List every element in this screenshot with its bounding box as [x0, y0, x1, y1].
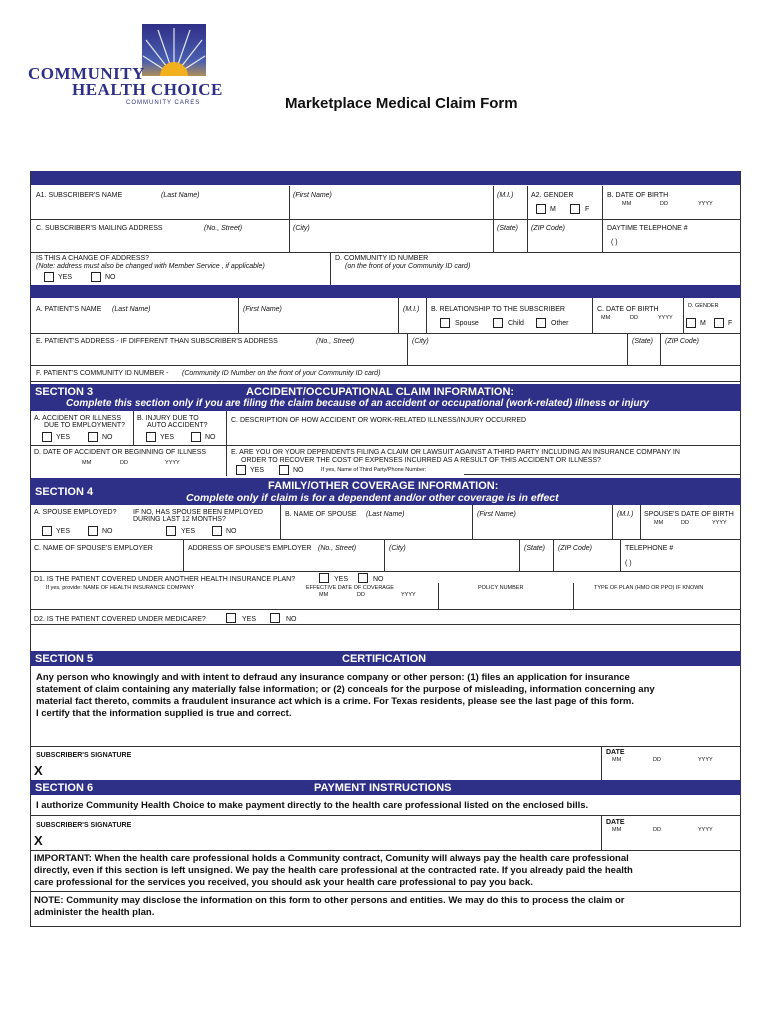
spouse-dob-yyyy: YYYY — [712, 520, 727, 526]
patient-dob-dd: DD — [630, 315, 638, 321]
patient-dob-mm: MM — [601, 315, 611, 321]
other-insurance-no-label: NO — [373, 576, 384, 583]
top-header-bar — [30, 171, 741, 185]
logo-sun-icon — [138, 24, 210, 86]
subscriber-city-label: (City) — [293, 225, 310, 232]
employment-no-label: NO — [102, 434, 113, 441]
form-title: Marketplace Medical Claim Form — [285, 95, 518, 112]
section4-subtitle: Complete only if claim is for a dependent and/or other coverage is in effect — [186, 492, 559, 504]
community-id-note: (on the front of your Community ID card) — [345, 263, 471, 270]
auto-yes-label: YES — [160, 434, 175, 441]
subscriber-male-label: M — [550, 206, 556, 213]
section4-label: SECTION 4 — [35, 486, 94, 498]
section5-date-mm: MM — [612, 757, 622, 763]
logo-tagline: COMMUNITY CARES — [126, 100, 201, 106]
change-address-yes-checkbox[interactable] — [44, 272, 54, 282]
patient-id-note: (Community ID Number on the front of your Community ID card) — [182, 370, 381, 377]
section6-date-dd: DD — [653, 827, 661, 833]
section5-label: SECTION 5 — [35, 653, 94, 665]
auto-no-checkbox[interactable] — [191, 432, 201, 442]
patient-first-name-label: (First Name) — [243, 306, 282, 313]
employment-yes-checkbox[interactable] — [42, 432, 52, 442]
spouse-employer-phone-label: TELEPHONE # — [625, 545, 674, 552]
effective-date-label: EFFECTIVE DATE OF COVERAGE — [306, 585, 394, 591]
spouse-dob-mm: MM — [654, 520, 664, 526]
accident-date-dd: DD — [120, 460, 128, 466]
spouse-past-employment-label-2: DURING LAST 12 MONTHS? — [133, 516, 226, 523]
subscriber-gender-male-checkbox[interactable] — [536, 204, 546, 214]
accident-date-mm: MM — [82, 460, 92, 466]
logo-line1: COMMUNITY — [28, 64, 145, 83]
section6-date-label: DATE — [606, 819, 625, 826]
spouse-employer-street-label: (No., Street) — [318, 545, 357, 552]
relationship-other-label: Other — [551, 320, 569, 327]
patient-name-label: A. PATIENT'S NAME — [36, 306, 102, 313]
relationship-spouse-checkbox[interactable] — [440, 318, 450, 328]
spouse-employed-yes-checkbox[interactable] — [42, 526, 52, 536]
patient-address-label: E. PATIENT'S ADDRESS - IF DIFFERENT THAN SUBSCRIBER'S ADDRESS — [36, 338, 278, 345]
effective-date-mm: MM — [319, 592, 329, 598]
patient-gender-label: D. GENDER — [688, 303, 719, 309]
auto-accident-label-2: AUTO ACCIDENT? — [147, 422, 208, 429]
auto-no-label: NO — [205, 434, 216, 441]
change-address-question: IS THIS A CHANGE OF ADDRESS? — [36, 255, 150, 262]
employment-yes-label: YES — [56, 434, 71, 441]
subscriber-last-name-label: (Last Name) — [161, 192, 200, 199]
spouse-employed-no-checkbox[interactable] — [88, 526, 98, 536]
third-party-no-checkbox[interactable] — [279, 465, 289, 475]
relationship-child-label: Child — [508, 320, 524, 327]
effective-date-yyyy: YYYY — [401, 592, 416, 598]
section5-signature-label: SUBSCRIBER'S SIGNATURE — [36, 752, 132, 759]
spouse-last-name-label: (Last Name) — [366, 511, 405, 518]
spouse-employer-label: C. NAME OF SPOUSE'S EMPLOYER — [34, 545, 153, 552]
subscriber-dob-yyyy: YYYY — [698, 201, 713, 207]
patient-last-name-label: (Last Name) — [112, 306, 151, 313]
section6-signature-x: X — [34, 833, 43, 848]
third-party-claim-label-2: ORDER TO RECOVER THE COST OF EXPENSES INCURRED AS A RESULT OF THIS ACCIDENT OR ILLNESS? — [241, 457, 601, 464]
section5-date-dd: DD — [653, 757, 661, 763]
spouse-employer-address-label: ADDRESS OF SPOUSE'S EMPLOYER — [188, 545, 312, 552]
relationship-child-checkbox[interactable] — [493, 318, 503, 328]
patient-city-label: (City) — [412, 338, 429, 345]
third-party-no-label: NO — [293, 467, 304, 474]
subscriber-name-label: A1. SUBSCRIBER'S NAME — [36, 192, 123, 199]
spouse-dob-label: SPOUSE'S DATE OF BIRTH — [644, 511, 734, 518]
community-id-label: D. COMMUNITY ID NUMBER — [335, 255, 429, 262]
spouse-employer-phone-parens: ( ) — [625, 560, 632, 567]
other-insurance-yes-checkbox[interactable] — [319, 573, 329, 583]
accident-employment-label-1: A. ACCIDENT OR ILLNESS — [34, 415, 122, 422]
spouse-employed-yes-label: YES — [56, 528, 71, 535]
disclosure-note-line1: NOTE: Community may disclose the information on this form to other persons and entities. We may do this to process the claim or — [34, 895, 625, 906]
section3-subtitle: Complete this section only if you are filing the claim because of an accident or occupational (work-related) illness or injury — [66, 398, 649, 409]
subscriber-female-label: F — [585, 206, 590, 213]
important-note-line2: directly, even if this section is left unsigned. We pay the health care professional at the contracted rate. If you already paid the health — [34, 865, 633, 876]
patient-mi-label: (M.I.) — [403, 306, 420, 313]
spouse-past-yes-checkbox[interactable] — [166, 526, 176, 536]
relationship-spouse-label: Spouse — [455, 320, 479, 327]
fraud-statement-line1: Any person who knowingly and with intent to defraud any insurance company or other person: (1) files an application for insurance — [36, 672, 630, 683]
change-address-yes-label: YES — [58, 274, 73, 281]
patient-dob-yyyy: YYYY — [658, 315, 673, 321]
change-address-note: (Note: address must also be changed with Member Service , if applicable) — [36, 263, 265, 270]
disclosure-note-line2: administer the health plan. — [34, 907, 155, 918]
important-note-line1: IMPORTANT: When the health care professional holds a Community contract, Comunity will always pay the health care professional — [34, 853, 629, 864]
spouse-name-label: B. NAME OF SPOUSE — [285, 511, 357, 518]
medicare-yes-checkbox[interactable] — [226, 613, 236, 623]
policy-number-label: POLICY NUMBER — [478, 585, 524, 591]
relationship-other-checkbox[interactable] — [536, 318, 546, 328]
medicare-no-checkbox[interactable] — [270, 613, 280, 623]
subscriber-phone-parens: ( ) — [611, 239, 618, 246]
patient-street-label: (No., Street) — [316, 338, 355, 345]
fraud-statement-line3: material fact thereto, commits a fraudulent insurance act which is a crime. For Texas residents, please see the last page of this form. — [36, 696, 634, 707]
third-party-name-label: If yes, Name of Third Party/Phone Number: — [321, 467, 427, 473]
medicare-question: D2. IS THE PATIENT COVERED UNDER MEDICARE? — [34, 616, 206, 623]
section5-signature-x: X — [34, 763, 43, 778]
logo — [28, 24, 228, 114]
patient-zip-label: (ZIP Code) — [665, 338, 699, 345]
auto-yes-checkbox[interactable] — [146, 432, 156, 442]
medicare-yes-label: YES — [242, 616, 257, 623]
subscriber-gender-female-checkbox[interactable] — [570, 204, 580, 214]
logo-line2: HEALTH CHOICE — [72, 80, 223, 99]
change-address-no-label: NO — [105, 274, 116, 281]
section5-title: CERTIFICATION — [342, 653, 427, 665]
patient-relationship-label: B. RELATIONSHIP TO THE SUBSCRIBER — [431, 306, 565, 313]
spouse-employed-no-label: NO — [102, 528, 113, 535]
spouse-employed-label: A. SPOUSE EMPLOYED? — [34, 509, 117, 516]
certify-statement: I certify that the information supplied is true and correct. — [36, 708, 292, 719]
subscriber-mi-label: (M.I.) — [497, 192, 514, 199]
change-address-no-checkbox[interactable] — [91, 272, 101, 282]
auto-accident-label-1: B. INJURY DUE TO — [137, 415, 199, 422]
spouse-mi-label: (M.I.) — [617, 511, 634, 518]
subscriber-gender-label: A2. GENDER — [531, 192, 574, 199]
important-note-line3: care professional for the services you received, you should ask your health care professional to pay you back. — [34, 877, 533, 888]
other-insurance-yes-label: YES — [334, 576, 349, 583]
section5-date-label: DATE — [606, 749, 625, 756]
employment-no-checkbox[interactable] — [88, 432, 98, 442]
section3-label: SECTION 3 — [35, 386, 94, 398]
section6-signature-label: SUBSCRIBER'S SIGNATURE — [36, 822, 132, 829]
section6-date-yyyy: YYYY — [698, 827, 713, 833]
section4-title: FAMILY/OTHER COVERAGE INFORMATION: — [268, 480, 499, 492]
accident-description-label: C. DESCRIPTION OF HOW ACCIDENT OR WORK-RELATED ILLNESS/INJURY OCCURRED — [231, 417, 527, 424]
subscriber-address-label: C. SUBSCRIBER'S MAILING ADDRESS — [36, 225, 163, 232]
subscriber-state-label: (State) — [497, 225, 519, 232]
subscriber-dob-label: B. DATE OF BIRTH — [607, 192, 669, 199]
accident-employment-label-2: DUE TO EMPLOYMENT? — [44, 422, 126, 429]
patient-id-label: F. PATIENT'S COMMUNITY ID NUMBER - — [36, 370, 169, 377]
other-insurance-question: D1. IS THE PATIENT COVERED UNDER ANOTHER HEALTH INSURANCE PLAN? — [34, 576, 296, 583]
plan-type-label: TYPE OF PLAN (HMO OR PPO) IF KNOWN — [594, 585, 704, 591]
patient-dob-label: C. DATE OF BIRTH — [597, 306, 659, 313]
subscriber-first-name-label: (First Name) — [293, 192, 332, 199]
effective-date-dd: DD — [357, 592, 365, 598]
other-insurance-no-checkbox[interactable] — [358, 573, 368, 583]
subscriber-dob-dd: DD — [660, 201, 668, 207]
section5-date-yyyy: YYYY — [698, 757, 713, 763]
third-party-yes-checkbox[interactable] — [236, 465, 246, 475]
spouse-employer-city-label: (City) — [389, 545, 406, 552]
patient-male-label: M — [700, 320, 706, 327]
section3-title: ACCIDENT/OCCUPATIONAL CLAIM INFORMATION: — [246, 386, 515, 398]
spouse-past-employment-label-1: IF NO, HAS SPOUSE BEEN EMPLOYED — [133, 509, 263, 516]
subscriber-zip-label: (ZIP Code) — [531, 225, 565, 232]
accident-date-label: D. DATE OF ACCIDENT OR BEGINNING OF ILLNESS — [34, 449, 207, 456]
section6-title: PAYMENT INSTRUCTIONS — [314, 782, 452, 794]
payment-authorization: I authorize Community Health Choice to make payment directly to the health care professional listed on the enclosed bills. — [36, 800, 589, 811]
fraud-statement-line2: statement of claim containing any materially false information; or (2) conceals for the purpose of misleading, information concerning any — [36, 684, 655, 695]
subscriber-dob-mm: MM — [622, 201, 632, 207]
accident-date-yyyy: YYYY — [165, 460, 180, 466]
spouse-past-no-checkbox[interactable] — [212, 526, 222, 536]
patient-header-bar — [30, 285, 741, 298]
patient-gender-male-checkbox[interactable] — [686, 318, 696, 328]
spouse-employer-zip-label: (ZIP Code) — [558, 545, 592, 552]
insurance-company-label: If yes, provide: NAME OF HEALTH INSURANCE COMPANY — [46, 585, 195, 591]
spouse-employer-state-label: (State) — [524, 545, 546, 552]
spouse-first-name-label: (First Name) — [477, 511, 516, 518]
third-party-yes-label: YES — [250, 467, 265, 474]
medicare-no-label: NO — [286, 616, 297, 623]
patient-gender-female-checkbox[interactable] — [714, 318, 724, 328]
section6-label: SECTION 6 — [35, 782, 94, 794]
patient-female-label: F — [728, 320, 733, 327]
patient-state-label: (State) — [632, 338, 654, 345]
third-party-claim-label-1: E. ARE YOU OR YOUR DEPENDENTS FILING A CLAIM OR LAWSUIT AGAINST A THIRD PARTY INCLUDING AN INSURANCE COMPANY IN — [231, 449, 680, 456]
subscriber-street-label: (No., Street) — [204, 225, 243, 232]
spouse-dob-dd: DD — [681, 520, 689, 526]
subscriber-phone-label: DAYTIME TELEPHONE # — [607, 225, 688, 232]
spouse-past-yes-label: YES — [181, 528, 196, 535]
section6-date-mm: MM — [612, 827, 622, 833]
spouse-past-no-label: NO — [226, 528, 237, 535]
